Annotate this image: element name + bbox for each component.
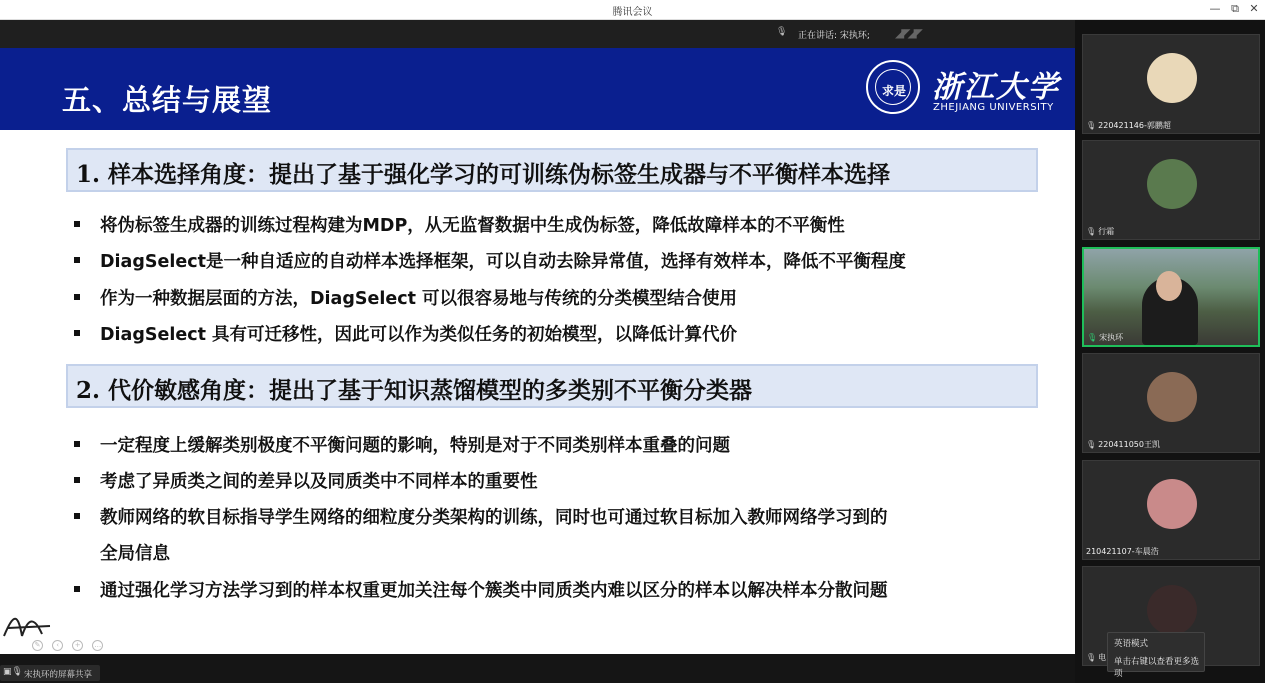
- section-heading-box: [66, 364, 1038, 408]
- restore-button[interactable]: ⧉: [1231, 2, 1239, 15]
- tooltip: [1107, 632, 1205, 679]
- slide-header: [0, 48, 1075, 130]
- participant-face: [1156, 271, 1182, 301]
- window-title: 腾讯会议: [612, 7, 653, 18]
- slide-toolbar: [32, 632, 107, 651]
- bullet-icon: [74, 257, 80, 263]
- participant-tile[interactable]: 210421107-车晨浩: [1082, 460, 1260, 560]
- avatar: [1147, 585, 1197, 635]
- bullet-icon: [74, 221, 80, 227]
- screen-share-label: ▣🎙 宋执环的屏幕共享: [0, 665, 100, 681]
- avatar: [1147, 53, 1197, 103]
- prev-slide-icon[interactable]: ‹: [52, 640, 63, 651]
- participants-panel: [1075, 20, 1265, 683]
- participant-tile[interactable]: 🎙 220421146-郭鹏超: [1082, 34, 1260, 134]
- bullet-icon: [74, 330, 80, 336]
- more-icon[interactable]: …: [94, 641, 102, 649]
- presentation-slide: 五、总结与展望 求是 浙江大学 ZHEJIANG UNIVERSITY 1. 样本选择角度：提出了基于强化学习的可训练伪标签生成器与不平衡样本选择 将伪标签生成器的训练过程构建为MDP，从无监督数据中生成伪标签，降低故障样本的不平衡性 DiagSelect是一种自适应的自动样本选择框架，可以自动去除异常值，选择有效样本，降低不平衡程度 作为一种数据层面的方法，DiagSelect 可以很容易地与传统的分类模型结合使用 DiagSelect 具有可迁移性，因此可以作为类似任务的初始模型，以降低计算代价 2. 代价敏感角度：提出了基于知识蒸馏模型的多类别不平衡分类器 一定程度上缓解类别极度不平衡问题的影响，特别是对于不同类别样本重叠的问题 考虑了异质类之间的差异以及同质类中不同样本的重要性 教师网络的软目标指导学生网络的细粒度分类架构的训练，同时也可通过软目标加入教师网络学习到的 全局信息 通过强化学习方法学习到的样本权重更加关注每个簇类中同质类内难以区分的样本以解决样本分散问题 ✎ ‹ + …: [0, 48, 1075, 654]
- university-seal-icon: 求是: [866, 60, 920, 114]
- avatar: [1147, 372, 1197, 422]
- bullet-icon: [74, 586, 80, 592]
- university-name-en: ZHEJIANG UNIVERSITY: [933, 102, 1054, 113]
- screen-share-icon: ▣🎙: [3, 667, 23, 677]
- avatar: [1147, 159, 1197, 209]
- microphone-icon: 🎙: [1086, 121, 1097, 130]
- university-name-cn: 浙江大学: [932, 70, 1060, 105]
- section-heading-box: [66, 148, 1038, 192]
- window-titlebar: [0, 0, 1265, 20]
- participant-tile[interactable]: 🎙 电: [1082, 566, 1260, 666]
- bullet-icon: [74, 441, 80, 447]
- bullet-icon: [74, 513, 80, 519]
- section-heading: 2. 代价敏感角度：提出了基于知识蒸馏模型的多类别不平衡分类器: [76, 377, 753, 404]
- speaking-label: 正在讲话: 宋执环;: [798, 31, 870, 41]
- slide-title: 五、总结与展望: [62, 83, 273, 117]
- microphone-icon: 🎙: [1086, 653, 1097, 662]
- microphone-icon: 🎙: [1086, 227, 1097, 236]
- bullet-icon: [74, 294, 80, 300]
- speaking-indicator-bar: [0, 20, 1075, 48]
- tooltip-line: 单击右键以查看更多选项: [1114, 657, 1200, 679]
- participant-tile-active[interactable]: 🎙 宋执环: [1082, 247, 1260, 347]
- zoom-icon[interactable]: +: [72, 640, 83, 651]
- participant-tile[interactable]: 🎙 行霜: [1082, 140, 1260, 240]
- microphone-icon: 🎙: [776, 27, 788, 37]
- participant-tile[interactable]: 🎙 220411050王凯: [1082, 353, 1260, 453]
- microphone-icon: 🎙: [1086, 440, 1097, 449]
- microphone-active-icon: 🎙: [1087, 333, 1098, 342]
- tooltip-line: 英语模式: [1114, 639, 1149, 649]
- avatar: [1147, 479, 1197, 529]
- section-heading: 1. 样本选择角度：提出了基于强化学习的可训练伪标签生成器与不平衡样本选择: [76, 161, 891, 188]
- close-button[interactable]: ✕: [1249, 2, 1259, 15]
- bullet-icon: [74, 477, 80, 483]
- signal-icon: ◢◤◢◤: [895, 26, 920, 40]
- pen-tool-icon[interactable]: ✎: [32, 640, 43, 651]
- minimize-button[interactable]: —: [1209, 2, 1221, 15]
